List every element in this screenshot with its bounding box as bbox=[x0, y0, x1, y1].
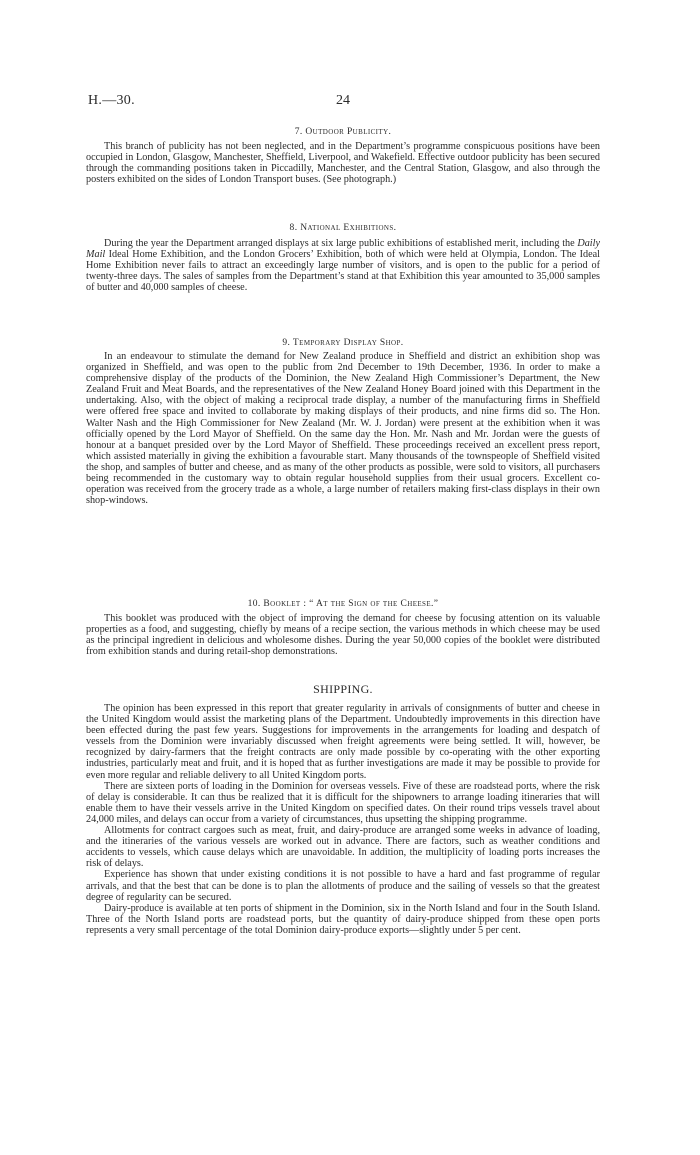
paragraph: The opinion has been expressed in this report that greater regularity in arrivals of consignments of butter and cheese in the United Kingdom would assist the marketing plans of the Department. Undoubtedly improvements in this direction have been effected during the past few years. Suggestions for improvements in the arrangements for loading and despatch of vessels from the Dominion were invariably discussed when freight agreements were being settled. It will, however, be recognized by dairy-farmers that the freight contracts are only made possible by co-operating with the other exporting industries, particularly meat and fruit, and it is hoped that as further investigations are made it may be possible to provide for even more regular and reliable delivery to all United Kingdom ports. bbox=[86, 703, 600, 781]
section-title: 9. Temporary Display Shop. bbox=[282, 338, 404, 348]
page-number: 24 bbox=[336, 93, 350, 108]
newspaper-name: Daily Mail bbox=[86, 238, 600, 261]
document-reference: H.—30. bbox=[88, 93, 135, 108]
section-title: 10. Booklet : “ At the Sign of the Cheese.” bbox=[247, 599, 439, 609]
section-outdoor-publicity bbox=[86, 127, 600, 185]
paragraph-text: During the year the Department arranged displays at six large public exhibitions of established merit, including the bbox=[104, 238, 578, 249]
paragraph: In an endeavour to stimulate the demand for New Zealand produce in Sheffield and district an exhibition shop was organized in Sheffield, and was open to the public from 2nd December to 19th December, 1936. In order to make a comprehensive display of the products of the Dominion, the New Zealand High Commissioner’s Department, the New Zealand Fruit and Meat Boards, and the representatives of the New Zealand Honey Board joined with this Department in the undertaking. Also, with the object of making a reciprocal trade display, a number of the manufacturing firms in Sheffield were offered free space and invited to collaborate by making displays of their products, and nine firms did so. The Hon. Walter Nash and the High Commissioner for New Zealand (Mr. W. J. Jordan) were present at the exhibition when it was officially opened by the Lord Mayor of Sheffield. On the same day the Hon. Mr. Nash and Mr. Jordan were the guests of honour at a banquet presided over by the Lord Mayor of Sheffield. These proceedings received an excellent press report, which assisted materially in giving the exhibition a favourable start. Many thousands of the townspeople of Sheffield visited the shop, and samples of butter and cheese, and as many of the other products as possible, were sold to visitors, all purchasers being recommended in the customary way to obtain regular household supplies from their usual grocers. Excellent co-operation was received from the grocery trade as a whole, a large number of retailers making first-class displays in their own shop-windows. bbox=[86, 351, 600, 507]
paragraph: This booklet was produced with the object of improving the demand for cheese by focusing attention on its valuable properties as a food, and suggesting, chiefly by means of a recipe section, the various methods in which cheese may be used as the principal ingredient in delicious and wholesome dishes. During the year 50,000 copies of the booklet were distributed from exhibition stands and during retail-shop demonstrations. bbox=[86, 613, 600, 658]
section-national-exhibitions bbox=[86, 223, 600, 293]
section-booklet bbox=[86, 599, 600, 657]
section-title: 7. Outdoor Publicity. bbox=[294, 127, 392, 137]
section-title: 8. National Exhibitions. bbox=[289, 223, 397, 233]
paragraph-text: Ideal Home Exhibition, and the London Grocers’ Exhibition, both of which were held at Olympia, London. The Ideal Home Exhibition never fails to attract an exceedingly large number of visitors, and is open to the public for a period of twenty-three days. The sales of samples from the Department’s stand at that Exhibition this year amounted to 35,000 samples of butter and 40,000 samples of cheese. bbox=[86, 249, 600, 294]
section-shipping bbox=[86, 682, 600, 936]
paragraph: There are sixteen ports of loading in the Dominion for overseas vessels. Five of these are roadstead ports, where the risk of delay is considerable. It can thus be realized that it is difficult for the shipowners to arrange loading itineraries that will enable them to have their vessels arrive in the United Kingdom on specified dates. On their round trips vessels travel about 24,000 miles, and delays can occur from a variety of circumstances, thus upsetting the shipping programme. bbox=[86, 780, 600, 825]
paragraph: This branch of publicity has not been neglected, and in the Department’s programme conspicuous positions have been occupied in London, Glasgow, Manchester, Sheffield, Liverpool, and Wakefield. Effective outdoor publicity has been secured through the commanding positions taken in Piccadilly, Manchester, and the Central Station, Glasgow, and also through the posters exhibited on the sides of London Transport buses. (See photograph.) bbox=[86, 141, 600, 186]
section-title: SHIPPING. bbox=[313, 682, 373, 696]
paragraph: Allotments for contract cargoes such as meat, fruit, and dairy-produce are arranged some weeks in advance of loading, and the itineraries of the various vessels are worked out in advance. There are factors, such as weather conditions and accidents to vessels, which cause delays which are unavoidable. In addition, the multiplicity of loading ports increases the risk of delays. bbox=[86, 825, 600, 870]
paragraph: Dairy-produce is available at ten ports of shipment in the Dominion, six in the North Island and four in the South Island. Three of the North Island ports are roadstead ports, but the quantity of dairy-produce shipped from these open ports represents a very small percentage of the total Dominion dairy-produce exports—slightly under 5 per cent. bbox=[86, 902, 600, 936]
paragraph bbox=[86, 238, 600, 293]
paragraph: Experience has shown that under existing conditions it is not possible to have a hard and fast programme of regular arrivals, and that the best that can be done is to plan the allotments of produce and the sailing of vessels so that the greatest degree of regularity can be secured. bbox=[86, 869, 600, 903]
section-temporary-display-shop bbox=[86, 338, 600, 506]
